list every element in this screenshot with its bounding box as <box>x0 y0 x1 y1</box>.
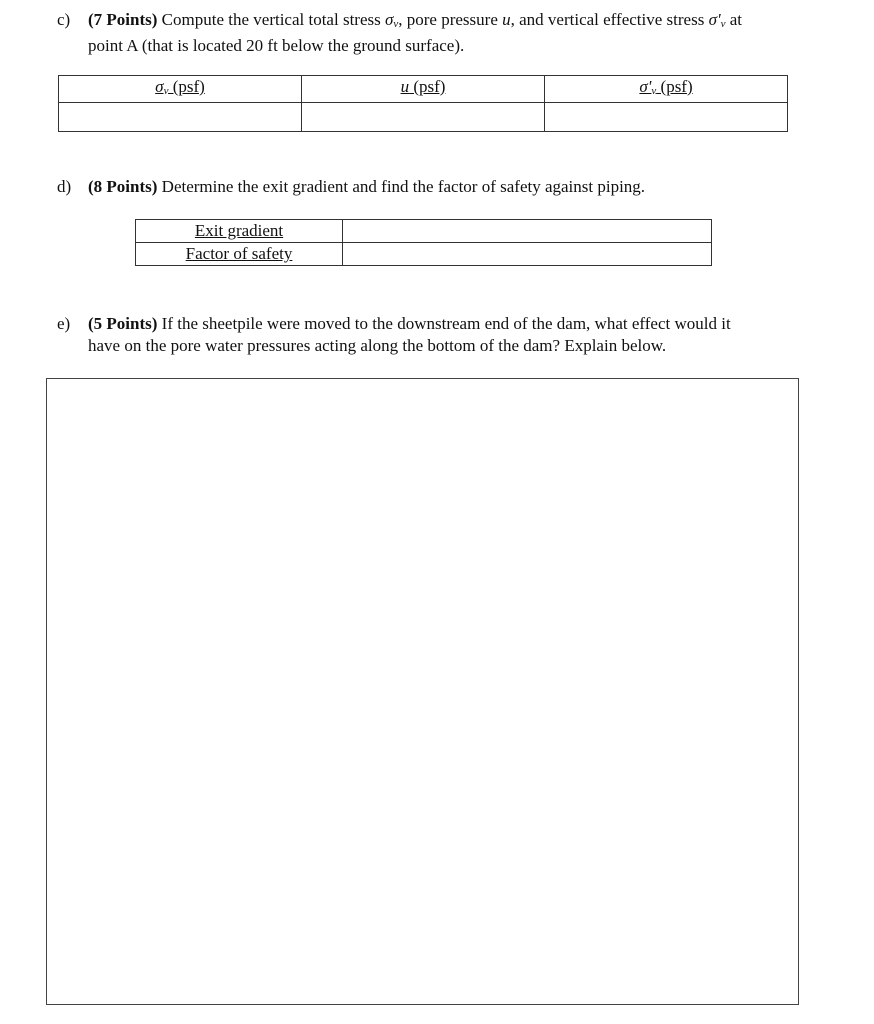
question-e-line1: If the sheetpile were moved to the downstream end of the dam, what effect would it <box>157 314 731 333</box>
u-symbol: u <box>502 10 511 29</box>
question-c-text-part4: at <box>725 10 743 29</box>
stress-table-header-effective: $\sigma'_v$ (psf) <box>545 76 788 103</box>
sigma-eff-symbol: $\sigma'_v$ <box>708 10 726 30</box>
question-e-points: (5 Points) <box>88 314 158 333</box>
question-c-text-part3: , and vertical effective stress <box>510 10 709 29</box>
question-d-prompt: Determine the exit gradient and find the factor of safety against piping. <box>157 177 646 196</box>
question-d-points: (8 Points) <box>88 177 158 196</box>
exit-gradient-answer-cell[interactable] <box>343 220 712 243</box>
question-e-line2: have on the pore water pressures acting along the bottom of the dam? Explain below. <box>88 336 667 355</box>
pore-pressure-answer-cell[interactable] <box>302 103 545 132</box>
sigma-v-symbol: $\sigma_v$ <box>384 10 399 30</box>
piping-table <box>135 219 712 266</box>
factor-of-safety-answer-cell[interactable] <box>343 243 712 266</box>
question-c-text-part1: Compute the vertical total stress <box>157 10 385 29</box>
question-e-label: e) <box>57 314 71 333</box>
stress-table <box>58 75 788 132</box>
stress-table-header-total: $\sigma_v$ (psf) <box>59 76 302 103</box>
question-d-text <box>88 176 850 198</box>
question-c-label: c) <box>57 10 71 29</box>
question-c-line2: point A (that is located 20 ft below the ground surface). <box>88 36 465 55</box>
question-e-text <box>88 313 850 357</box>
factor-of-safety-label: Factor of safety <box>136 243 343 266</box>
stress-table-header-pore: u (psf) <box>302 76 545 103</box>
question-c-text-part2: , pore pressure <box>398 10 503 29</box>
total-stress-answer-cell[interactable] <box>59 103 302 132</box>
question-c-text <box>88 9 850 57</box>
question-d-label: d) <box>57 177 72 196</box>
exit-gradient-label: Exit gradient <box>136 220 343 243</box>
explanation-answer-box[interactable] <box>46 378 799 1005</box>
question-c-points: (7 Points) <box>88 10 158 29</box>
effective-stress-answer-cell[interactable] <box>545 103 788 132</box>
